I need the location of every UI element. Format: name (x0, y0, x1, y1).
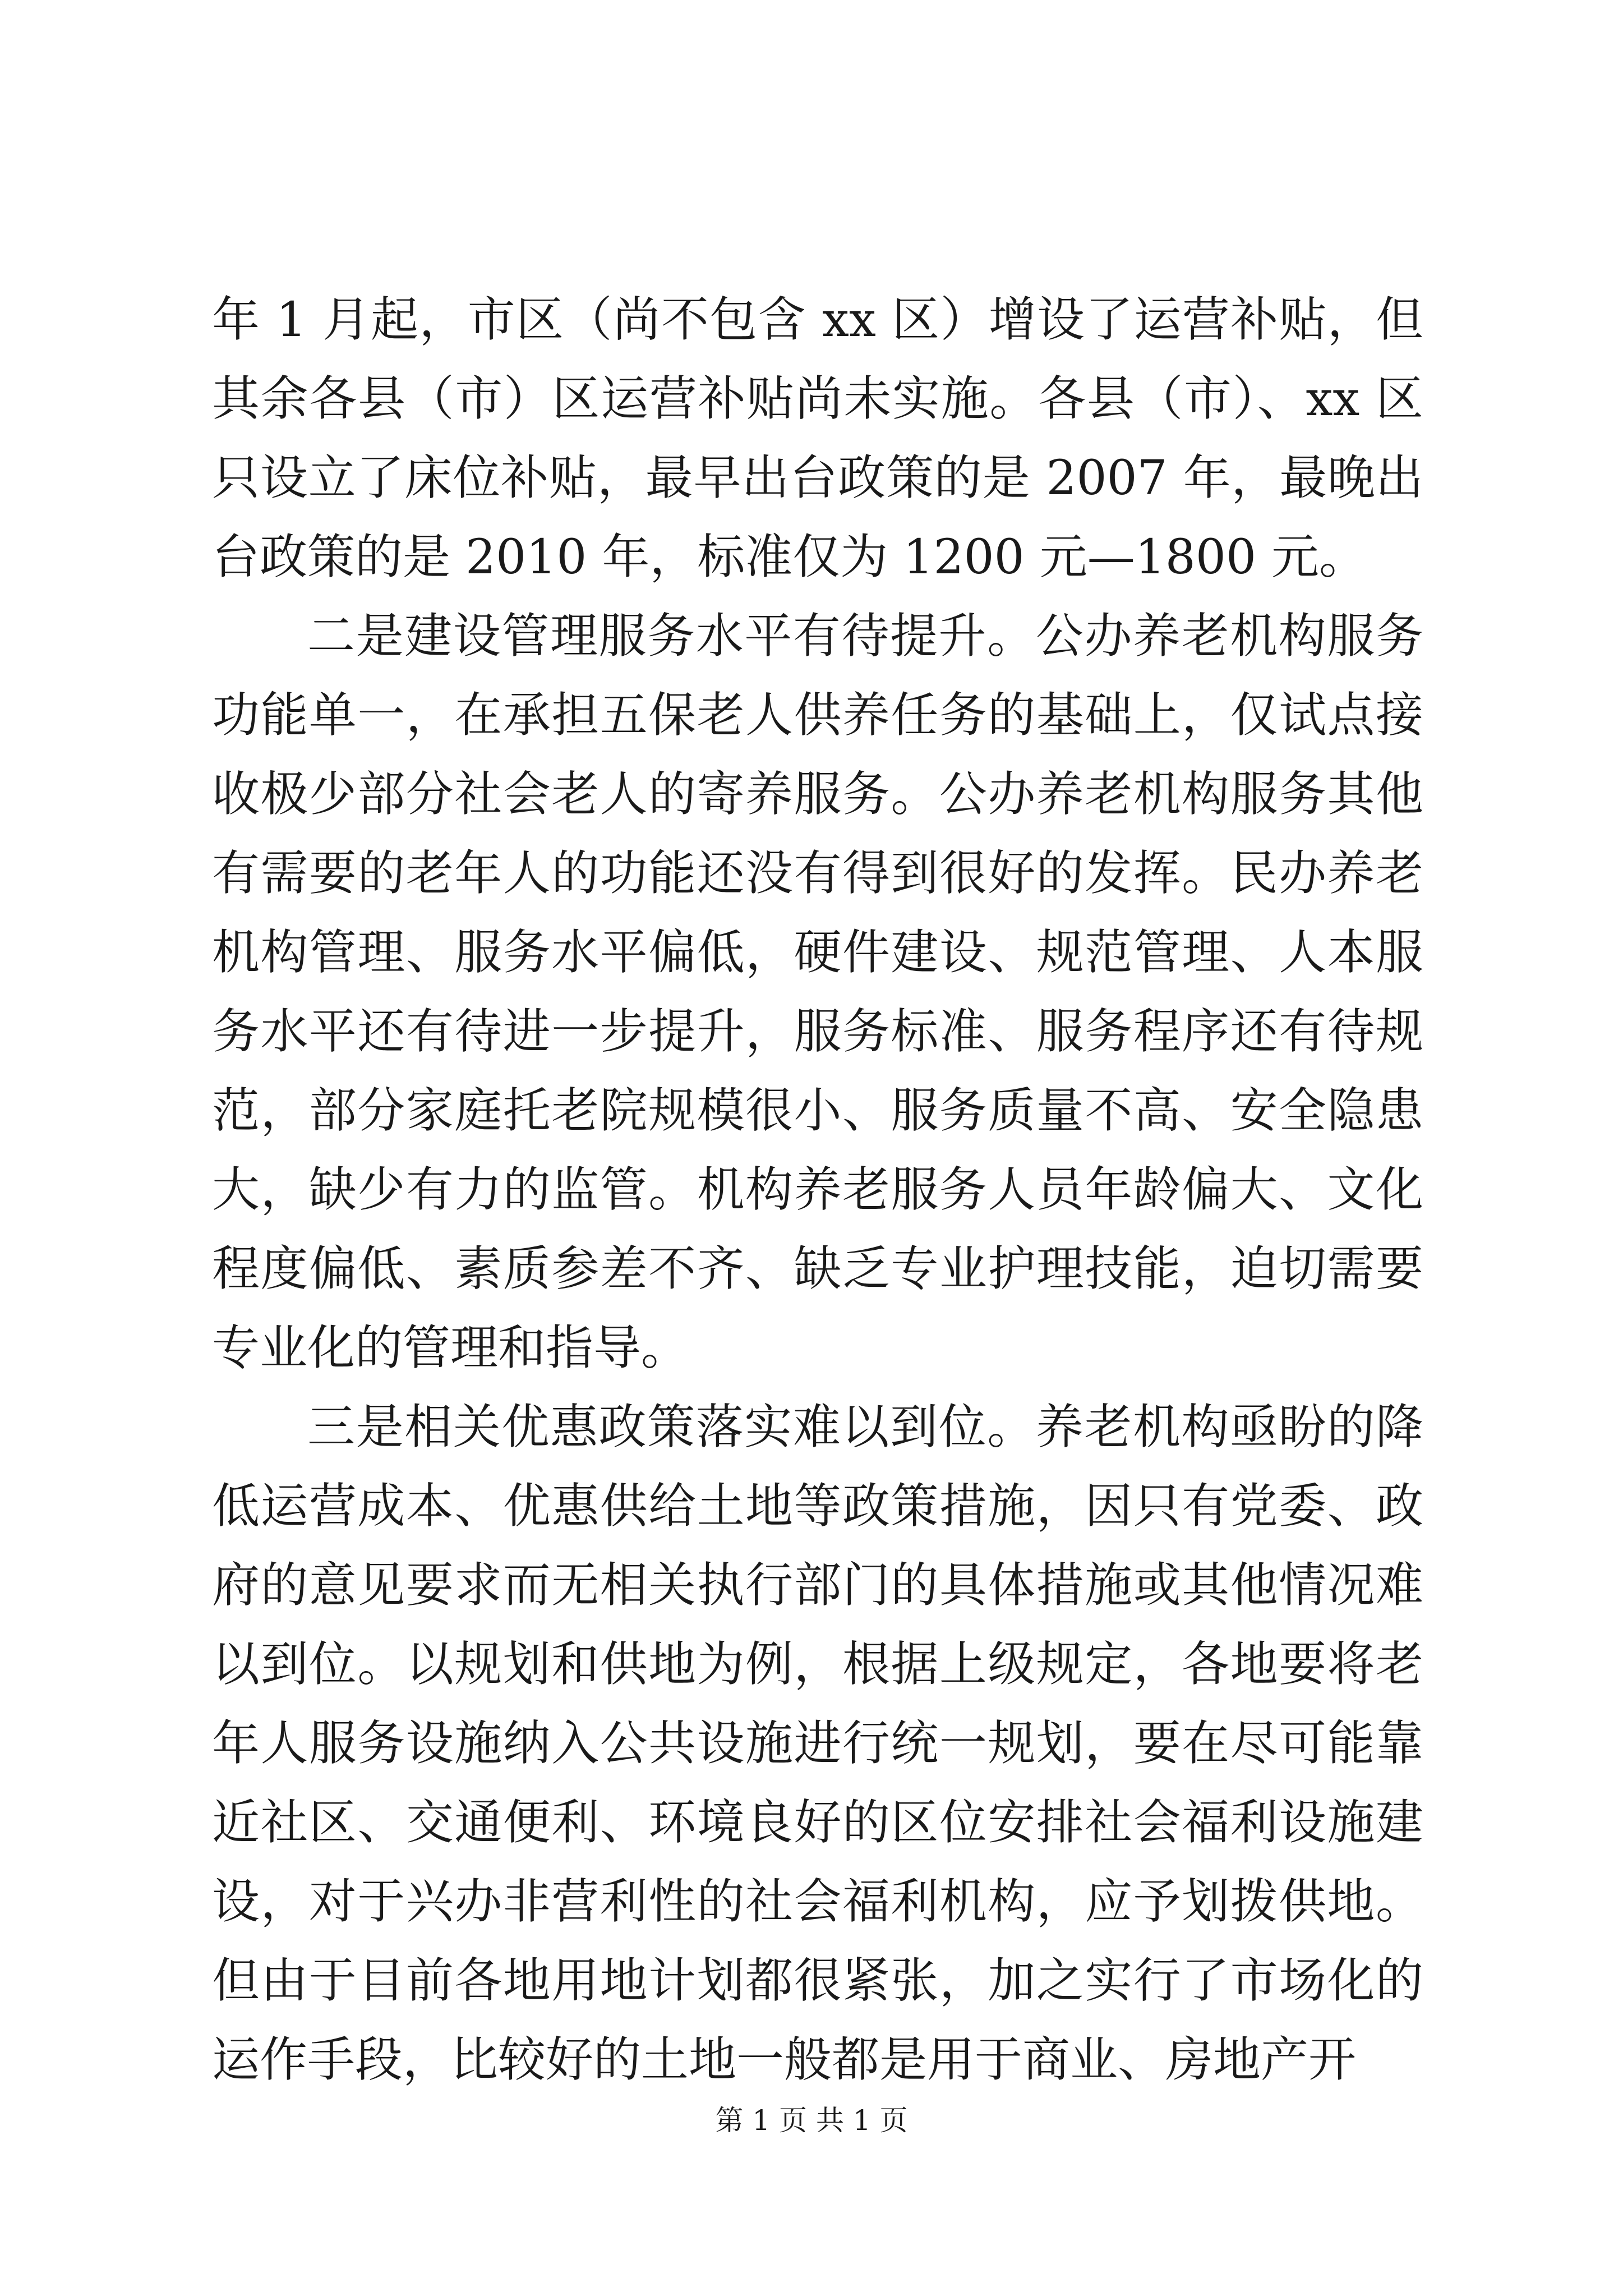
page-footer (0, 2101, 1623, 2140)
paragraph-service-level: 二是建设管理服务水平有待提升。公办养老机构服务功能单一，在承担五保老人供养任务的基础上，仅试点接收极少部分社会老人的寄养服务。公办养老机构服务其他有需要的老年人的功能还没有得到很好的发挥。民办养老机构管理、服务水平偏低，硬件建设、规范管理、人本服务水平还有待进一步提升，服务标准、服务程序还有待规范，部分家庭托老院规模很小、服务质量不高、安全隐患大，缺少有力的监管。机构养老服务人员年龄偏大、文化程度偏低、素质参差不齐、缺乏专业护理技能，迫切需要专业化的管理和指导。 (212, 609, 1423, 1376)
page-number: 第 1 页 共 1 页 (715, 2104, 908, 2137)
paragraph-preferential-policy: 三是相关优惠政策落实难以到位。养老机构亟盼的降低运营成本、优惠供给土地等政策措施，因只有党委、政府的意见要求而无相关执行部门的具体措施或其他情况难以到位。以规划和供地为例，根据上级规定，各地要将老年人服务设施纳入公共设施进行统一规划，要在尽可能靠近社区、交通便利、环境良好的区位安排社会福利设施建设，对于兴办非营利性的社会福利机构，应予划拨供地。但由于目前各地用地计划都很紧张，加之实行了市场化的运作手段，比较好的土地一般都是用于商业、房地产开 (212, 1400, 1423, 2088)
document-body (212, 280, 1423, 2100)
paragraph-continuation: 年 1 月起，市区（尚不包含 xx 区）增设了运营补贴，但其余各县（市）区运营补贴尚未实施。各县（市）、xx 区只设立了床位补贴，最早出台政策的是 2007 年，最晚出台政策的是 2010 年，标准仅为 1200 元—1800 元。 (212, 292, 1423, 585)
